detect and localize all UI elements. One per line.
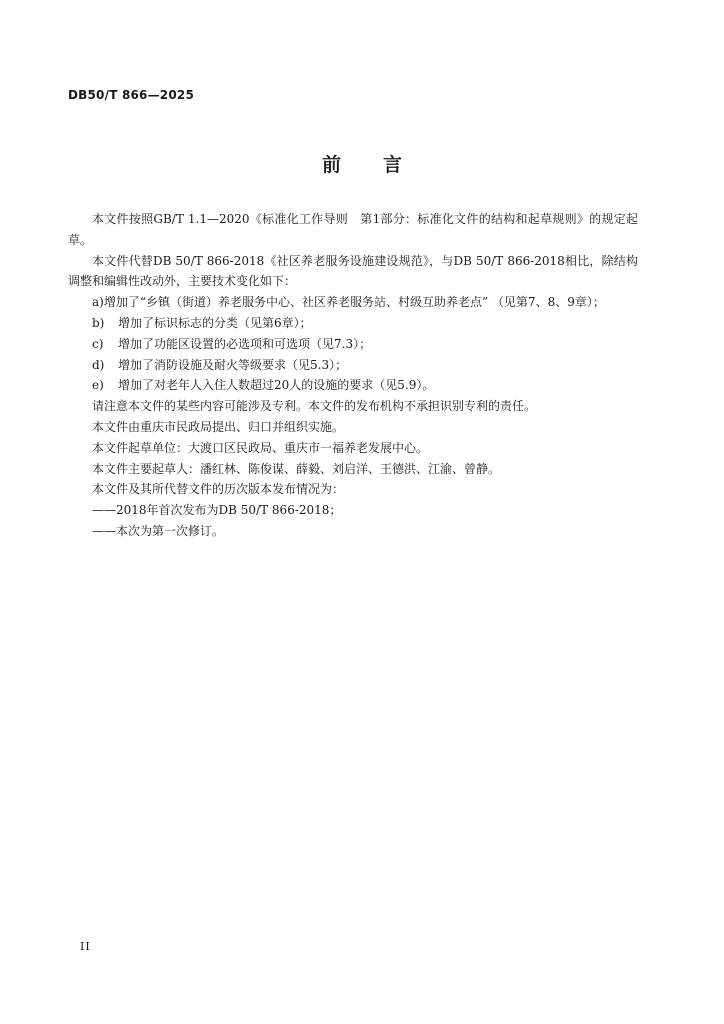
- drafting-units: 本文件起草单位：大渡口区民政局、重庆市一福养老发展中心。: [92, 440, 429, 455]
- change-item-label: e): [92, 378, 104, 393]
- change-item-text: 增加了消防设施及耐火等级要求（见5.3）；: [118, 357, 348, 372]
- title-char-2: 言: [383, 154, 403, 176]
- change-item-label: b): [92, 315, 105, 330]
- change-item: [68, 334, 638, 355]
- replacement-paragraph: 本文件代替DB 50/T 866-2018《社区养老服务设施建设规范》，与DB 50/T 866-2018相比，除结构调整和编辑性改动外，主要技术变化如下：: [68, 253, 638, 289]
- proposer-paragraph: 本文件由重庆市民政局提出、归口并组织实施。: [92, 419, 345, 434]
- change-item: [68, 292, 638, 313]
- change-item: [68, 313, 638, 334]
- history-item: ——2018年首次发布为DB 50/T 866-2018；: [92, 503, 342, 518]
- change-item: [68, 375, 638, 396]
- change-item-text: 增加了功能区设置的必选项和可选项（见7.3）；: [118, 336, 372, 351]
- change-item-label: d): [92, 357, 105, 372]
- drafting-basis-paragraph: 本文件按照GB/T 1.1—2020《标准化工作导则 第1部分：标准化文件的结构和起草规则》的规定起草。: [68, 212, 638, 247]
- history-intro: 本文件及其所代替文件的历次版本发布情况为：: [92, 482, 345, 497]
- change-item-text: 增加了标识标志的分类（见第6章）；: [118, 315, 312, 330]
- drafters: 本文件主要起草人：潘红林、陈俊谋、薛毅、刘启洋、王德洪、江渝、曾静。: [92, 461, 501, 476]
- change-item-label: a): [92, 295, 104, 310]
- title-char-1: 前: [321, 154, 341, 176]
- foreword-body: [68, 209, 638, 542]
- history-item: ——本次为第一次修订。: [92, 523, 225, 538]
- document-code: DB50/T 866—2025: [68, 88, 194, 102]
- page-title: [0, 150, 724, 177]
- change-item: [68, 355, 638, 376]
- change-item-text: 增加了“乡镇（街道）养老服务中心、社区养老服务站、村级互助养老点” （见第7、8、9章）；: [103, 295, 605, 310]
- page-number: II: [80, 940, 91, 953]
- change-item-text: 增加了对老年人入住人数超过20人的设施的要求（见5.9）。: [118, 378, 435, 393]
- change-item-label: c): [92, 336, 104, 351]
- patent-notice: 请注意本文件的某些内容可能涉及专利。本文件的发布机构不承担识别专利的责任。: [92, 399, 537, 414]
